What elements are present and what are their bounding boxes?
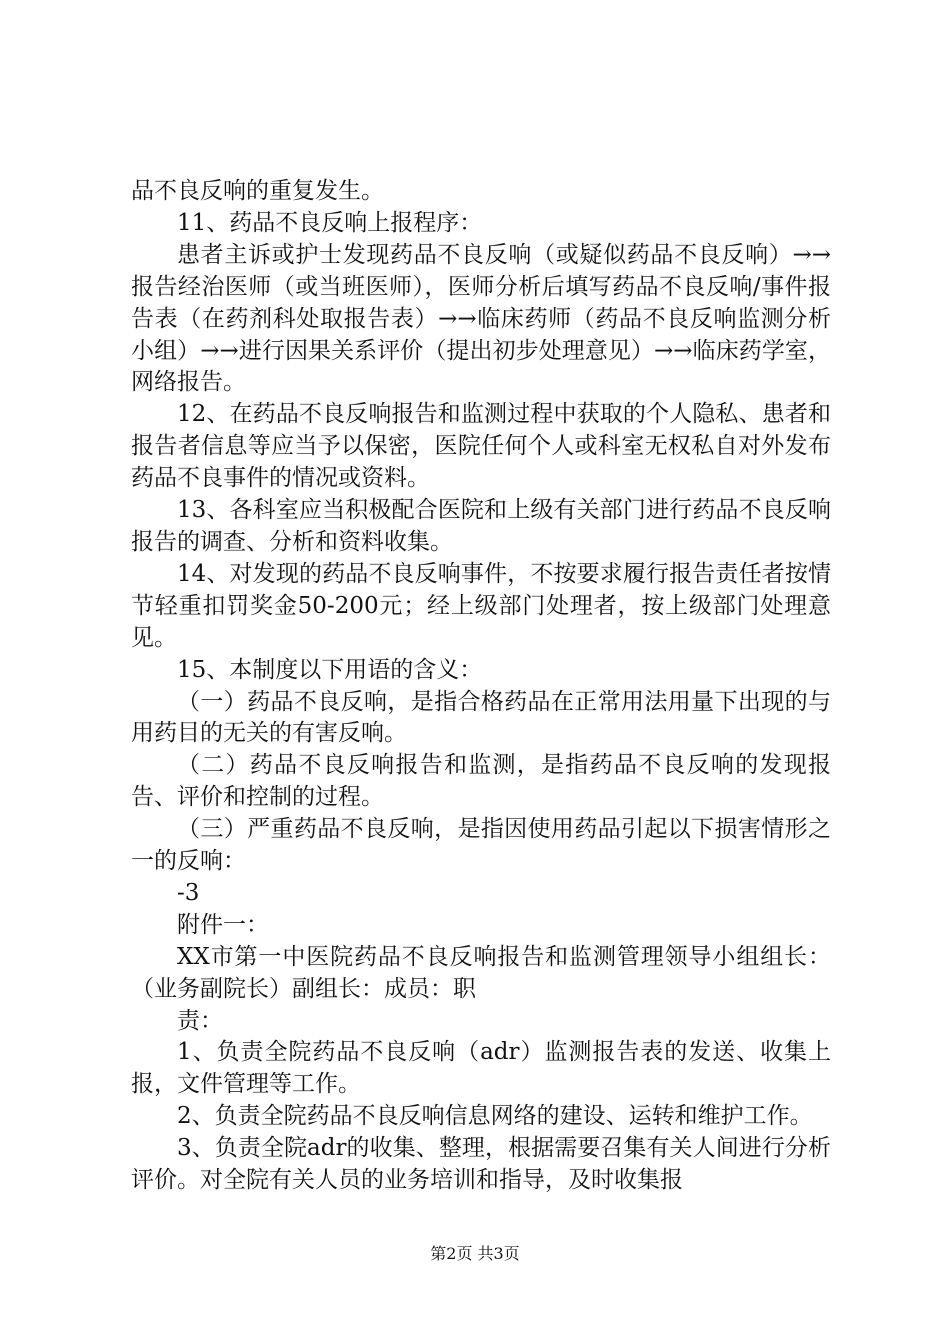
paragraph: 患者主诉或护士发现药品不良反响（或疑似药品不良反响）→→报告经治医师（或当班医师），医师分析后填写药品不良反响/事件报告表（在药剂科处取报告表）→→临床药师（药品不良反响监测分析小组）→→进行因果关系评价（提出初步处理意见）→→临床药学室，网络报告。 [131,241,831,396]
paragraph: 责： [177,1007,223,1034]
paragraph: 品不良反响的重复发生。 [131,178,384,204]
paragraph: -3 [177,879,200,906]
page-number-label: 第2页 共3页 [430,1244,520,1263]
paragraph: （二）药品不良反响报告和监测，是指药品不良反响的发现报告、评价和控制的过程。 [131,752,831,811]
paragraph: 11、药品不良反响上报程序： [177,209,483,236]
paragraph: （三）严重药品不良反响，是指因使用药品引起以下损害情形之一的反响： [131,816,831,875]
document-body [131,176,831,1197]
paragraph: 2、负责全院药品不良反响信息网络的建设、运转和维护工作。 [177,1103,813,1130]
paragraph: XX市第一中医院药品不良反响报告和监测管理领导小组组长：（业务副院长）副组长：成员：职 [131,943,831,1002]
page-footer [0,1244,950,1264]
paragraph: 3、负责全院adr的收集、整理，根据需要召集有关人间进行分析评价。对全院有关人员的业务培训和指导，及时收集报 [131,1135,831,1194]
paragraph: （一）药品不良反响，是指合格药品在正常用法用量下出现的与用药目的无关的有害反响。 [131,688,831,747]
paragraph: 12、在药品不良反响报告和监测过程中获取的个人隐私、患者和报告者信息等应当予以保密，医院任何个人或科室无权私自对外发布药品不良事件的情况或资料。 [131,401,831,492]
paragraph: 13、各科室应当积极配合医院和上级有关部门进行药品不良反响报告的调查、分析和资料收集。 [131,497,831,555]
paragraph: 附件一： [177,911,269,938]
paragraph: 14、对发现的药品不良反响事件，不按要求履行报告责任者按情节轻重扣罚奖金50-200元；经上级部门处理者，按上级部门处理意见。 [131,560,831,651]
paragraph: 1、负责全院药品不良反响（adr）监测报告表的发送、收集上报，文件管理等工作。 [131,1039,831,1098]
paragraph: 15、本制度以下用语的含义： [177,656,483,683]
